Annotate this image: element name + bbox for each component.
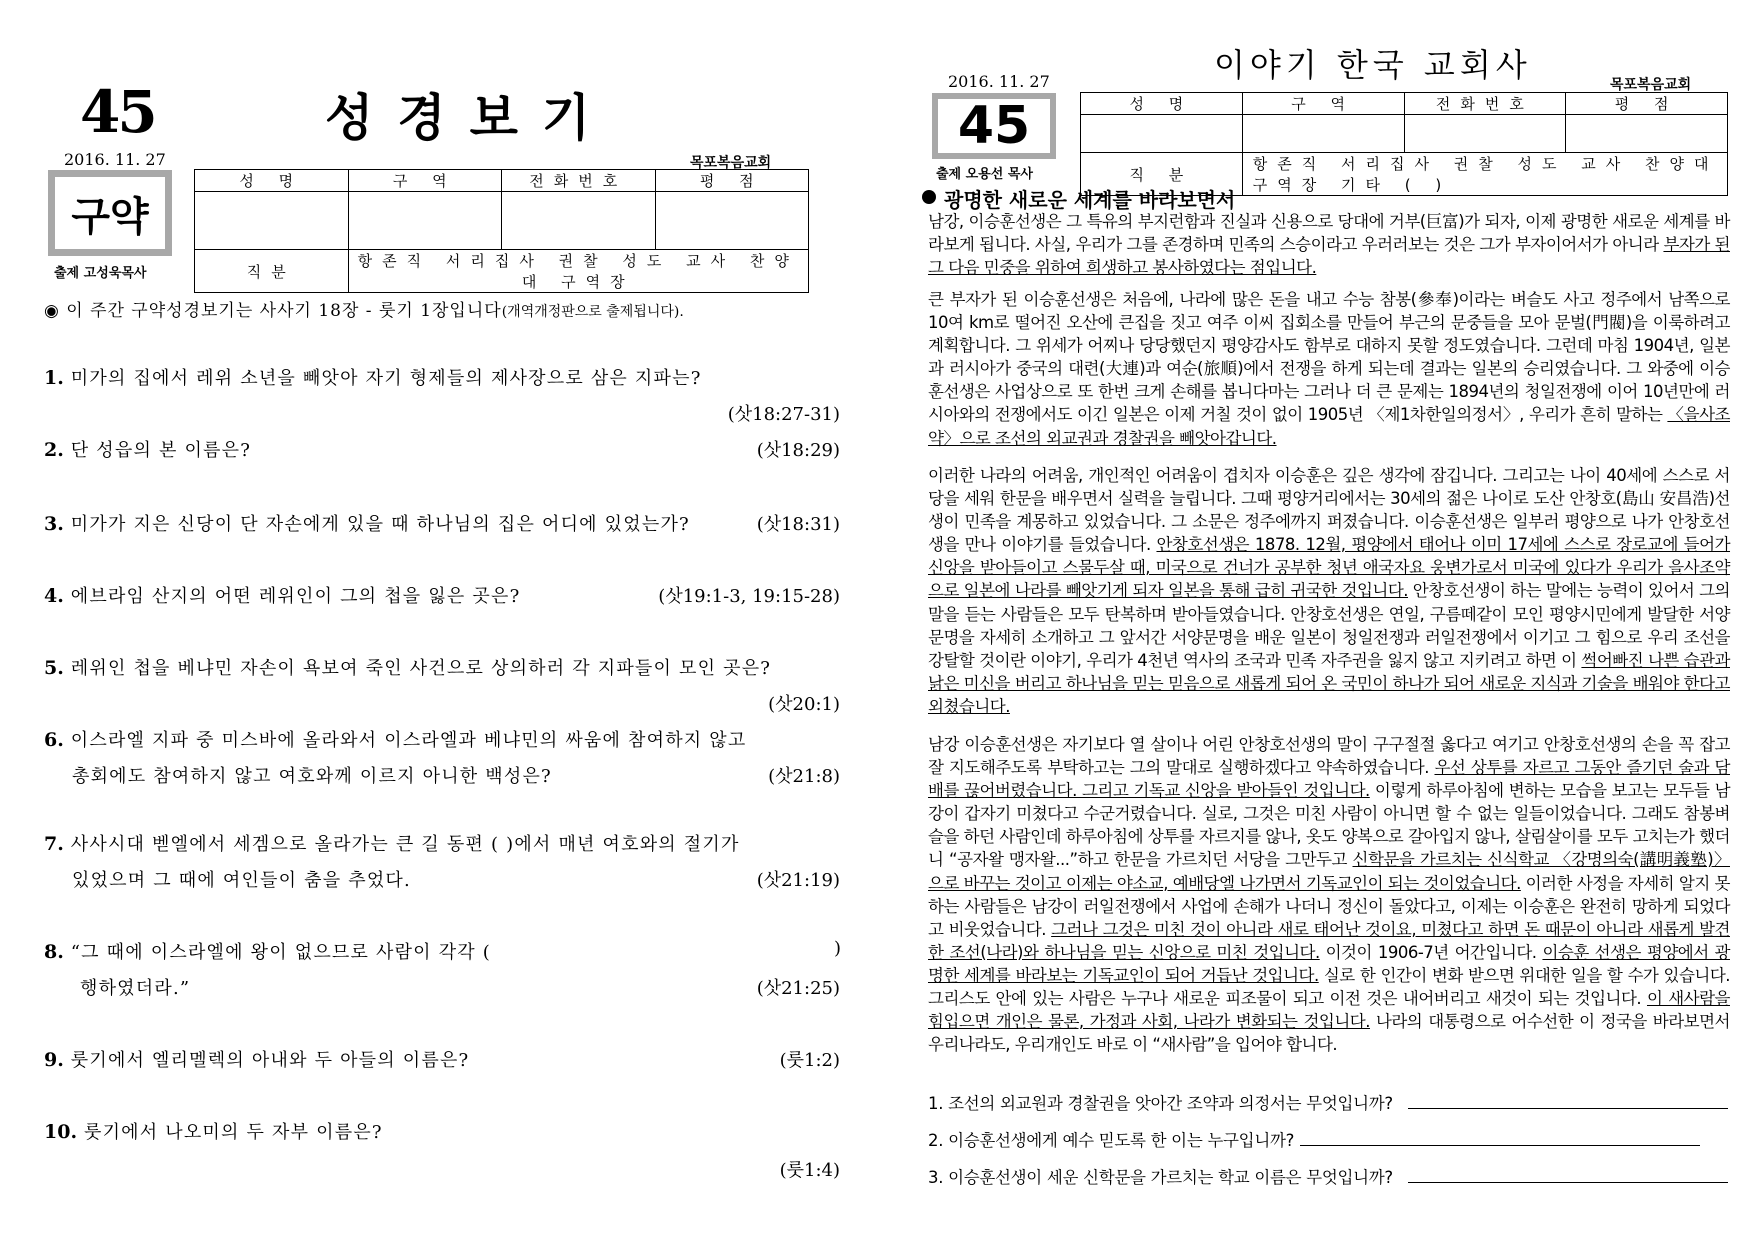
paragraph-text: 이것이 1906-7년 어간입니다. — [1319, 942, 1543, 962]
role-label: 직 분 — [1081, 153, 1243, 196]
question-text: 사사시대 벧엘에서 세겜으로 올라가는 큰 길 동편 ( )에서 매년 여호와의 절기가 — [70, 834, 740, 855]
paragraph-text: 나라의 대통령으로 어수선한 이 정국을 바라보면서 우리나라도, 우리개인도 바로 이 “새사람”을 입어야 합니다. — [928, 1012, 1730, 1055]
phone-field[interactable] — [1404, 115, 1566, 153]
right-author: 출제 오용선 목사 — [936, 167, 1033, 182]
question-3 — [44, 510, 690, 536]
question-number: 7. — [44, 833, 64, 855]
question-number: 5. — [44, 657, 64, 679]
district-field[interactable] — [348, 192, 502, 250]
underlined-text: 〈을사조약〉으로 조선의 외교권과 경찰권을 빼앗아갑니다. — [928, 405, 1730, 448]
question-text: 이스라엘 지파 중 미스바에 올라와서 이스라엘과 베냐민의 싸움에 참여하지 않고 — [70, 730, 747, 751]
paragraph-text: 큰 부자가 된 이승훈선생은 처음에, 나라에 많은 돈을 내고 수능 참봉(參奉)이라는 벼슬도 사고 정주에서 남쪽으로 10여 km로 떨어진 오산에 큰집을 짓고 여주 이씨 집회소를 만들어 부근의 문중들을 모아 문벌(門閥)을 이룩하려고 계획합니다. 그 위세가 어찌나 당당했던지 평양감사도 함부로 대하지 못할 정도였습니다. 그런데 마침 1904년, 일본과 러시아가 중국의 대련(大連)과 여순(旅順)에서 전쟁을 하게 되는데 결과는 일본의 승리였습니다. 그 와중에 이승훈선생은 사업상으로 또 한번 크게 손해를 봅니다마는 그러나 더 큰 문제는 1894년의 청일전쟁에 이어 10년만에 러시아와의 전쟁에서도 이긴 일본은 이제 거칠 것이 없이 1905년 〈제1차한일의정서〉, 우리가 흔히 말하는 — [928, 290, 1730, 425]
article-heading: 광명한 새로운 세계를 바라보면서 — [944, 188, 1236, 212]
score-header: 평 점 — [655, 170, 809, 192]
question-number: 2. — [44, 439, 64, 461]
left-author: 출제 고성욱목사 — [54, 266, 147, 281]
question-number: 3. — [44, 513, 64, 535]
question-2 — [44, 436, 251, 462]
question-8-ref: (삿21:25) — [756, 978, 840, 999]
intro-text: ◉ 이 주간 구약성경보기는 사사기 18장 - 룻기 1장입니다 — [44, 301, 502, 321]
question-number: 9. — [44, 1049, 64, 1071]
question-text: 미가가 지은 신당이 단 자손에게 있을 때 하나님의 집은 어디에 있었는가? — [70, 514, 690, 535]
left-date: 2016. 11. 27 — [64, 150, 166, 169]
question-1-ref: (삿18:27-31) — [727, 404, 840, 425]
phone-header: 전화번호 — [502, 170, 656, 192]
question-6-line2: 총회에도 참여하지 않고 여호와께 이르지 아니한 백성은? — [72, 766, 552, 787]
right-page-title: 이야기 한국 교회사 — [1214, 46, 1532, 84]
question-7-ref: (삿21:19) — [756, 870, 840, 891]
question-1 — [44, 364, 702, 390]
paragraph-text: 남강 이승훈선생은 자기보다 열 살이나 어린 안창호선생의 말이 구구절절 옳다고 여기고 안창호선생의 손을 꼭 잡고 잘 지도해주도록 부탁하고는 그의 말대로 실행하겠다고 약속하였습니다. — [928, 735, 1730, 778]
phone-field[interactable] — [502, 192, 656, 250]
role-options[interactable]: 항존직 서리집사 권찰 성도 교사 찬양대 구역장 기타 ( ) — [1242, 153, 1727, 196]
underlined-text: 그러나 그것은 미친 것이 아니라 새로 태어난 것이요, 미쳤다고 하면 돈 때문이 아니라 새롭게 발견한 조선(나라)와 하나님을 믿는 신앙으로 미친 것입니다. — [928, 919, 1730, 962]
question-number: 6. — [44, 729, 64, 751]
question-6-ref: (삿21:8) — [768, 766, 840, 787]
question-text: 에브라임 산지의 어떤 레위인이 그의 첩을 잃은 곳은? — [70, 586, 521, 607]
left-issue-number: 45 — [80, 78, 155, 146]
paragraph-text: 이러한 나라의 어려움, 개인적인 어려움이 겹치자 이승훈은 깊은 생각에 잠깁니다. 그리고는 나이 40세에 스스로 서당을 세워 한문을 배우면서 실력을 늘립니다. 그때 평양거리에서는 30세의 젊은 나이로 도산 안창호(島山 安昌浩)선생이 민족을 계몽하고 있었습니다. 그 소문은 정주에까지 퍼졌습니다. 이승훈선생은 일부러 평양으로 나가 안창호선생을 만나 이야기를 들었습니다. — [928, 466, 1730, 555]
question-8-paren-close: ) — [834, 938, 843, 959]
question-number: 8. — [44, 941, 64, 963]
question-text: 룻기에서 엘리멜렉의 아내와 두 아들의 이름은? — [70, 1050, 470, 1071]
question-8-line2: 행하였더라.” — [80, 978, 191, 999]
district-field[interactable] — [1242, 115, 1404, 153]
right-date: 2016. 11. 27 — [948, 72, 1050, 91]
question-6 — [44, 726, 746, 752]
underlined-text: 신학문을 가르치는 신식학교 〈강명의숙(講明義塾)〉으로 바꾸는 것이고 이제는 야소교, 예배당엘 나가면서 기독교인이 되는 것이었습니다. — [928, 850, 1730, 893]
question-text: “그 때에 이스라엘에 왕이 없으므로 사람이 각각 ( — [70, 942, 492, 963]
underlined-text: 썩어빠진 나쁜 습관과 낡은 미신을 버리고 하나님을 믿는 믿음으로 새롭게 되어 온 국민이 하나가 되어 새로운 지식과 기술을 배워야 한다고 외쳤습니다. — [928, 650, 1730, 716]
question-4-ref: (삿19:1-3, 19:15-28) — [658, 586, 840, 607]
left-info-table — [194, 169, 809, 293]
right-church-name: 목포복음교회 — [1610, 77, 1692, 93]
score-field[interactable] — [1566, 115, 1728, 153]
article-paragraph-1 — [928, 210, 1730, 279]
review-question-1: 1. 조선의 외교원과 경찰권을 앗아간 조약과 의정서는 무엇입니까? — [928, 1094, 1393, 1113]
left-church-name: 목포복음교회 — [690, 155, 772, 171]
article-paragraph-3 — [928, 464, 1730, 718]
answer-line-2[interactable] — [1300, 1145, 1700, 1146]
name-field[interactable] — [1081, 115, 1243, 153]
question-text: 미가의 집에서 레위 소년을 빼앗아 자기 형제들의 제사장으로 삼은 지파는? — [70, 368, 702, 389]
article-paragraph-2 — [928, 288, 1730, 450]
role-label: 직분 — [195, 250, 349, 293]
question-number: 1. — [44, 367, 64, 389]
question-4 — [44, 582, 520, 608]
left-page-title: 성경보기 — [325, 88, 615, 147]
question-7 — [44, 830, 740, 856]
paragraph-text: 이러한 사정을 자세히 알지 못하는 사람들은 남강이 러일전쟁에서 사업에 손해가 나더니 정신이 돌았다고, 이제는 이승훈은 완전히 망하게 되었다고 비웃었습니다. — [928, 873, 1730, 939]
bullet-icon — [922, 190, 936, 204]
left-intro — [44, 296, 684, 321]
question-5-ref: (삿20:1) — [768, 694, 840, 715]
underlined-text: 이승훈 선생은 평양에서 광명한 세계를 바라보는 기독교인이 되어 거듭난 것입니다. — [928, 942, 1730, 985]
score-field[interactable] — [655, 192, 809, 250]
question-text: 룻기에서 나오미의 두 자부 이름은? — [83, 1122, 383, 1143]
question-5 — [44, 654, 771, 680]
question-3-ref: (삿18:31) — [756, 514, 840, 535]
review-question-3: 3. 이승훈선생이 세운 신학문을 가르치는 학교 이름은 무엇입니까? — [928, 1168, 1393, 1187]
phone-header: 전화번호 — [1404, 93, 1566, 115]
question-number: 4. — [44, 585, 64, 607]
score-header: 평 점 — [1566, 93, 1728, 115]
question-10-ref: (룻1:4) — [779, 1160, 840, 1181]
question-text: 단 성읍의 본 이름은? — [70, 440, 252, 461]
testament-badge: 구약 — [48, 170, 172, 256]
answer-line-1[interactable] — [1408, 1108, 1728, 1109]
name-header: 성 명 — [1081, 93, 1243, 115]
question-text: 레위인 첩을 베냐민 자손이 욕보여 죽인 사건으로 상의하러 각 지파들이 모인 곳은? — [70, 658, 772, 679]
article-paragraph-4 — [928, 733, 1730, 1056]
paragraph-text: 이렇게 하루아침에 변하는 모습을 보고는 모두들 남강이 갑자기 미쳤다고 수군거렸습니다. 실로, 그것은 미친 사람이 아니면 할 수 없는 일들이었습니다. 그래도 참봉벼슬을 하던 사람인데 하루아침에 상투를 자르지를 않나, 옷도 양복으로 갈아입지 않나, 살림살이를 모두 고치는가 했더니 “공자왈 맹자왈...”하고 한문을 가르치던 서당을 그만두고 — [928, 781, 1731, 870]
paragraph-text: 실로 한 인간이 변화 받으면 위대한 일을 할 수가 있습니다. 그리스도 안에 있는 사람은 누구나 새로운 피조물이 되고 이전 것은 내어버리고 새것이 되는 것입니다. — [928, 965, 1731, 1009]
underlined-text: 이 새사람을 힘입으면 개인은 물론, 가정과 사회, 나라가 변화되는 것입니다. — [928, 989, 1730, 1032]
answer-line-3[interactable] — [1408, 1182, 1728, 1183]
district-header: 구 역 — [348, 170, 502, 192]
name-header: 성 명 — [195, 170, 349, 192]
right-info-table — [1080, 92, 1728, 196]
intro-note: (개역개정판으로 출제됩니다). — [501, 304, 684, 320]
question-9-ref: (룻1:2) — [779, 1050, 840, 1071]
name-field[interactable] — [195, 192, 349, 250]
district-header: 구 역 — [1242, 93, 1404, 115]
review-question-2: 2. 이승훈선생에게 예수 믿도록 한 이는 누구입니까? — [928, 1131, 1295, 1150]
question-9 — [44, 1046, 469, 1072]
question-2-ref: (삿18:29) — [756, 440, 840, 461]
right-issue-number: 45 — [932, 93, 1056, 159]
role-options[interactable]: 항존직 서리집사 권찰 성도 교사 찬양대 구역장 — [348, 250, 809, 293]
underlined-text: 안창호선생은 1878. 12월, 평양에서 태어나 이미 17세에 스스로 장로교에 들어가 신앙을 받아들이고 스물두살 때, 미국으로 건너가 공부한 청년 애국자요 웅변가로서 미국에 있다가 우리가 을사조약으로 일본에 나라를 빼앗기게 되자 일본을 통해 급히 귀국한 것입니다. — [928, 535, 1731, 601]
underlined-text: 부자가 된 그 다음 민중을 위하여 희생하고 봉사하였다는 점입니다. — [928, 235, 1730, 278]
underlined-text: 우선 상투를 자르고 그동안 즐기던 술과 담배를 끊어버렸습니다. 그리고 기독교 신앙을 받아들인 것입니다. — [928, 758, 1730, 801]
paragraph-text: 안창호선생이 하는 말에는 능력이 있어서 그의 말을 듣는 사람들은 모두 탄복하며 받아들였습니다. 안창호선생은 연일, 구름떼같이 모인 평양시민에게 발달한 서양문명을 자세히 소개하고 그 앞서간 서양문명을 배운 일본이 청일전쟁과 러일전쟁에서 이기고 그 힘으로 우리 조선을 강탈할 것이란 이야기, 우리가 4천년 역사의 조국과 민족 자주권을 잃지 않고 지키려고 하면 이 — [928, 581, 1731, 670]
paragraph-text: 남강, 이승훈선생은 그 특유의 부지런함과 진실과 신용으로 당대에 거부(巨富)가 되자, 이제 광명한 새로운 세계를 바라보게 됩니다. 사실, 우리가 그를 존경하며 민족의 스승이라고 우러러보는 것은 그가 부자이어서가 아니라 — [928, 212, 1730, 255]
question-7-line2: 있었으며 그 때에 여인들이 춤을 추었다. — [72, 870, 411, 891]
question-8 — [44, 938, 491, 964]
question-number: 10. — [44, 1121, 78, 1143]
question-10 — [44, 1118, 383, 1144]
